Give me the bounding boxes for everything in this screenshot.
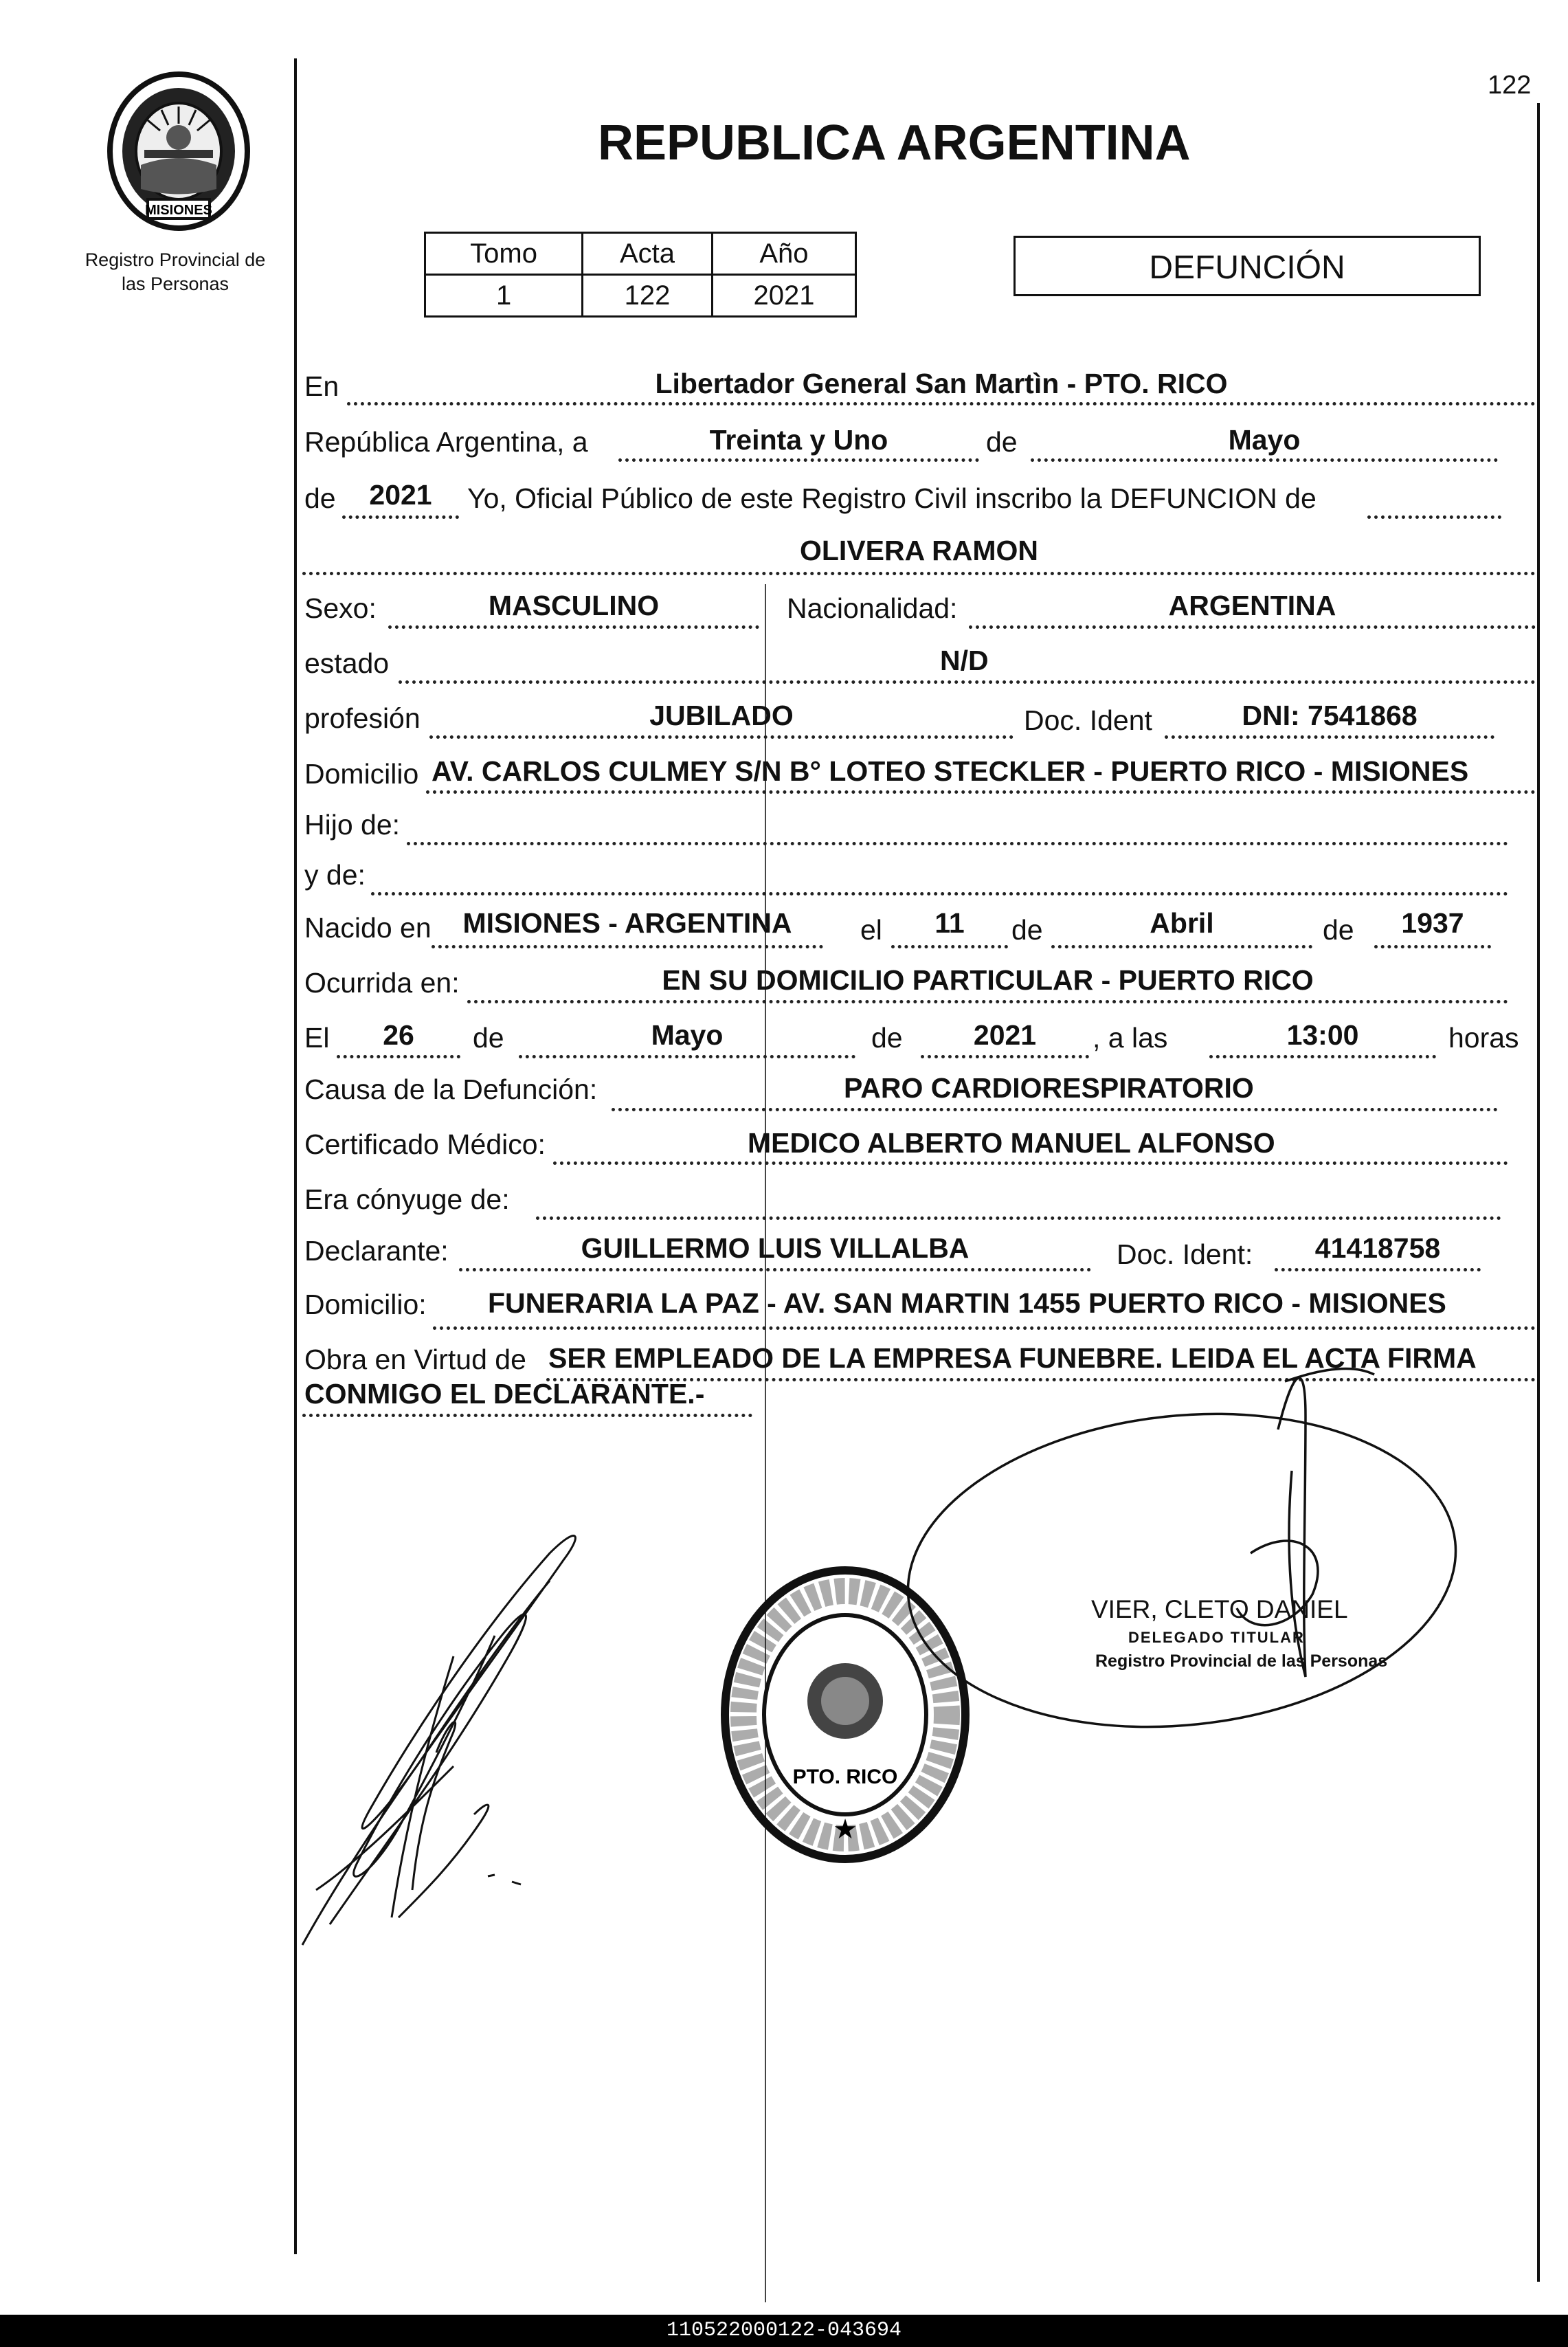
dots-conyuge: [536, 1216, 1501, 1220]
value-nacionalidad: ARGENTINA: [1168, 590, 1336, 621]
value-domicilio-2: FUNERARIA LA PAZ - AV. SAN MARTIN 1455 PUERTO RICO - MISIONES: [488, 1287, 1446, 1319]
header-acta: Acta: [583, 233, 713, 275]
label-domicilio-2: Domicilio:: [304, 1289, 427, 1320]
dots-def-anio: [921, 1055, 1089, 1058]
reference-header-row: [425, 233, 856, 275]
dots-nacionalidad: [969, 625, 1536, 629]
label-declarante: Declarante:: [304, 1235, 449, 1267]
dots-causa: [612, 1108, 1498, 1111]
dots-nac-anio: [1374, 945, 1491, 948]
svg-text:MISIONES: MISIONES: [145, 203, 212, 218]
dots-declarante: [459, 1268, 1091, 1271]
label-de-nac-2: de: [1323, 914, 1354, 946]
value-obra-line-1: SER EMPLEADO DE LA EMPRESA FUNEBRE. LEIDA EL ACTA FIRMA: [548, 1342, 1477, 1374]
value-profesion: JUBILADO: [649, 700, 794, 731]
dots-estado: [399, 680, 1536, 684]
value-nac-dia: 11: [934, 907, 965, 939]
value-declarante: GUILLERMO LUIS VILLALBA: [581, 1232, 970, 1264]
dots-nacido-en: [432, 945, 823, 948]
dots-profesion: [429, 735, 1013, 739]
value-estado: N/D: [940, 645, 989, 676]
dots-hijo-de: [407, 842, 1508, 845]
record-type-label: DEFUNCIÓN: [1149, 249, 1345, 286]
value-nombre: OLIVERA RAMON: [800, 535, 1038, 566]
label-sexo: Sexo:: [304, 592, 377, 624]
page-number: 122: [1488, 71, 1532, 100]
value-def-dia: 26: [383, 1019, 414, 1051]
value-dia-texto: Treinta y Uno: [709, 424, 888, 456]
dots-ocurrida: [467, 1000, 1508, 1003]
reference-value-row: [425, 275, 856, 317]
declarant-signature: [289, 1505, 646, 2000]
officer-office: Registro Provincial de las Personas: [1095, 1651, 1388, 1671]
dots-def-dia: [337, 1055, 460, 1058]
label-horas: horas: [1448, 1022, 1519, 1054]
label-de-def-2: de: [871, 1022, 903, 1054]
dots-anio: [342, 515, 459, 519]
value-lugar: Libertador General San Martìn - PTO. RICO: [655, 368, 1228, 399]
reference-table: [424, 232, 857, 318]
label-nacionalidad: Nacionalidad:: [787, 592, 958, 624]
header-anio: Año: [712, 233, 855, 275]
dots-domicilio: [426, 790, 1536, 794]
label-domicilio: Domicilio: [304, 758, 419, 790]
dots-def-mes: [519, 1055, 855, 1058]
page-title: REPUBLICA ARGENTINA: [598, 115, 1191, 170]
dots-domicilio-2: [433, 1326, 1536, 1330]
value-anio: 2021: [369, 479, 432, 511]
value-nac-mes: Abril: [1150, 907, 1214, 939]
dots-mes: [1031, 458, 1498, 462]
header-tomo: Tomo: [425, 233, 583, 275]
label-estado: estado: [304, 647, 390, 679]
officer-name: VIER, CLETO DANIEL: [1091, 1595, 1348, 1623]
label-republica: República Argentina, a: [304, 426, 588, 458]
svg-text:★: ★: [833, 1814, 858, 1845]
value-sexo: MASCULINO: [488, 590, 660, 621]
registry-line-2: las Personas: [121, 274, 229, 294]
label-doc-ident: Doc. Ident: [1024, 704, 1152, 736]
label-de-mes: de: [986, 426, 1018, 458]
dots-dia: [618, 458, 979, 462]
value-nac-anio: 1937: [1401, 907, 1464, 939]
dots-hora: [1209, 1055, 1436, 1058]
value-acta: 122: [583, 275, 713, 317]
dots-yo-end: [1367, 515, 1501, 519]
label-obra: Obra en Virtud de: [304, 1344, 526, 1375]
label-doc-ident-2: Doc. Ident:: [1117, 1238, 1253, 1270]
label-a-las: , a las: [1093, 1022, 1168, 1054]
dots-nombre: [302, 572, 1536, 575]
label-el-nac: el: [860, 914, 882, 946]
dots-lugar: [347, 402, 1536, 405]
label-ocurrida: Ocurrida en:: [304, 967, 460, 999]
svg-text:PTO. RICO: PTO. RICO: [792, 1766, 898, 1788]
officer-signature: [811, 1333, 1470, 1828]
label-y-de: y de:: [304, 859, 366, 891]
value-tomo: 1: [425, 275, 583, 317]
label-de-anio: de: [304, 482, 336, 514]
value-ocurrida: EN SU DOMICILIO PARTICULAR - PUERTO RICO: [662, 964, 1314, 996]
label-hijo-de: Hijo de:: [304, 809, 401, 841]
value-certificado: MEDICO ALBERTO MANUEL ALFONSO: [748, 1127, 1275, 1159]
value-mes: Mayo: [1228, 424, 1301, 456]
label-el-def: El: [304, 1022, 330, 1054]
dots-declarante-doc: [1275, 1268, 1481, 1271]
value-causa: PARO CARDIORESPIRATORIO: [844, 1072, 1254, 1104]
document-code: 110522000122-043694: [0, 2315, 1568, 2347]
right-margin-line: [1537, 103, 1540, 2282]
dots-y-de: [371, 892, 1508, 896]
dots-dni: [1165, 735, 1494, 739]
registry-line-1: Registro Provincial de: [85, 249, 266, 270]
record-type-box: [1013, 236, 1481, 296]
label-en: En: [304, 370, 339, 402]
value-def-mes: Mayo: [651, 1019, 724, 1051]
value-anio: 2021: [712, 275, 855, 317]
value-def-anio: 2021: [973, 1019, 1037, 1051]
value-nacido-en: MISIONES - ARGENTINA: [462, 907, 792, 939]
province-logo: [100, 69, 258, 234]
value-obra-line-2: CONMIGO EL DECLARANTE.-: [304, 1378, 705, 1410]
label-certificado: Certificado Médico:: [304, 1128, 546, 1160]
value-dni: DNI: 7541868: [1242, 700, 1418, 731]
value-declarante-doc: 41418758: [1314, 1232, 1441, 1264]
value-hora: 13:00: [1286, 1019, 1359, 1051]
dots-nac-mes: [1051, 945, 1312, 948]
label-causa: Causa de la Defunción:: [304, 1074, 598, 1105]
dots-certificado: [553, 1161, 1508, 1165]
label-nacido-en: Nacido en: [304, 912, 432, 944]
officer-title: DELEGADO TITULAR: [1128, 1629, 1305, 1646]
dots-sexo: [388, 625, 759, 629]
value-domicilio: AV. CARLOS CULMEY S/N B° LOTEO STECKLER - PUERTO RICO - MISIONES: [432, 755, 1469, 787]
label-de-def-1: de: [473, 1022, 504, 1054]
label-yo: Yo, Oficial Público de este Registro Civil inscribo la DEFUNCION de: [467, 482, 1317, 514]
label-profesion: profesión: [304, 702, 421, 734]
label-de-nac-1: de: [1011, 914, 1043, 946]
dots-nac-dia: [891, 945, 1008, 948]
dots-obra-2: [302, 1414, 752, 1417]
label-conyuge: Era cónyuge de:: [304, 1183, 510, 1215]
